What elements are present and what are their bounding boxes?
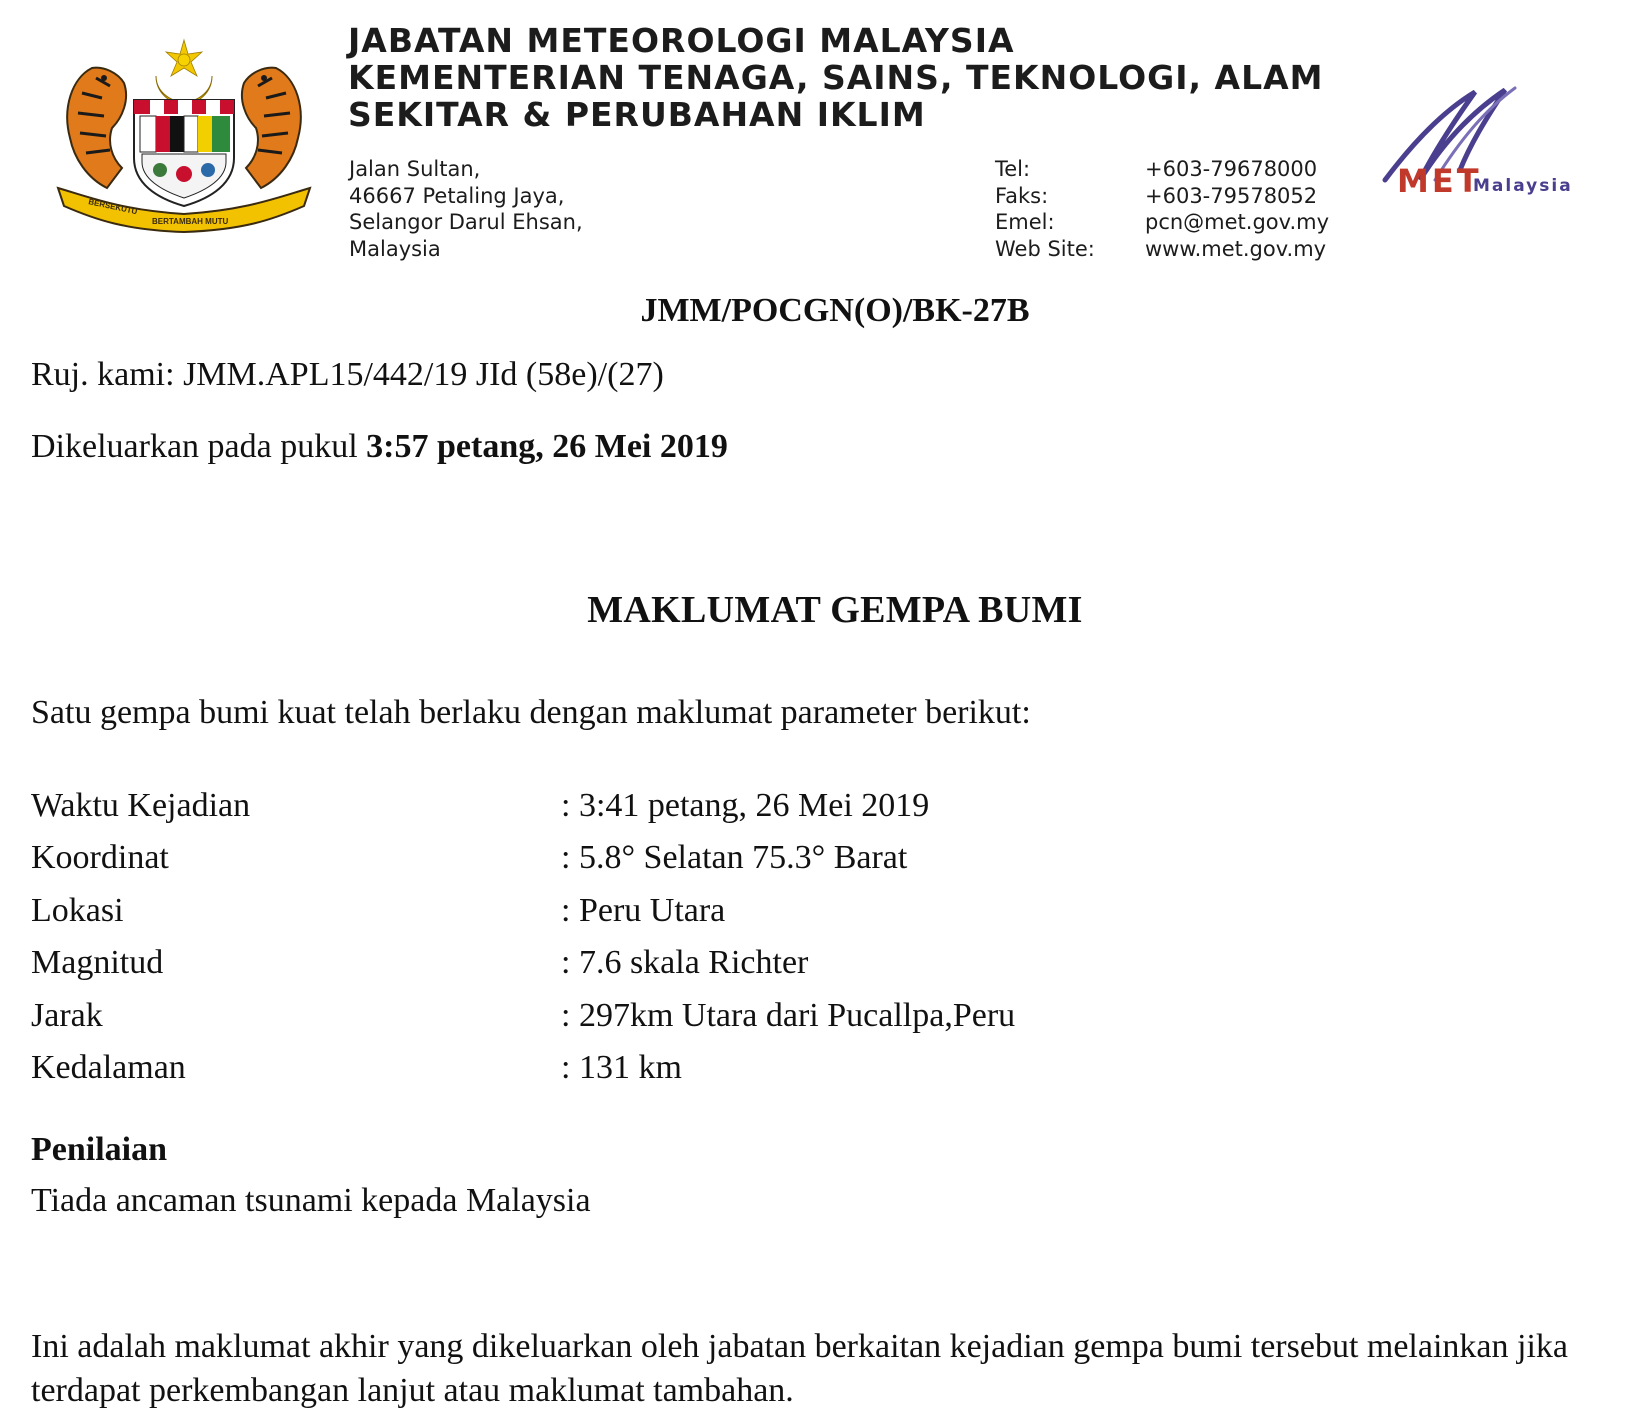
issued-prefix: Dikeluarkan pada pukul bbox=[31, 428, 367, 465]
contact-label-fax: Faks: bbox=[995, 183, 1049, 208]
param-label: Magnitud bbox=[31, 944, 164, 982]
intro-text: Satu gempa bumi kuat telah berlaku dengan maklumat parameter berikut: bbox=[31, 694, 1031, 731]
our-reference-line bbox=[31, 356, 664, 394]
org-line: JABATAN METEOROLOGI MALAYSIA bbox=[348, 21, 1015, 60]
param-value: : 5.8° Selatan 75.3° Barat bbox=[561, 839, 908, 877]
contact-labels bbox=[995, 156, 1095, 262]
svg-text:BERSEKUTU: BERSEKUTU bbox=[87, 197, 139, 217]
closing-statement: Ini adalah maklumat akhir yang dikeluarkan oleh jabatan berkaitan kejadian gempa bumi tersebut melainkan jika terdapat perkembangan lanjut atau maklumat tambahan. bbox=[31, 1328, 1568, 1409]
contact-value-fax: +603-79578052 bbox=[1145, 183, 1318, 208]
org-line: KEMENTERIAN TENAGA, SAINS, TEKNOLOGI, ALAM bbox=[348, 58, 1324, 97]
param-value: : Peru Utara bbox=[561, 891, 726, 929]
address-line: 46667 Petaling Jaya, bbox=[349, 183, 565, 208]
document-reference-code: JMM/POCGN(O)/BK-27B bbox=[640, 292, 1030, 329]
met-logo-text: MET bbox=[1397, 162, 1482, 200]
our-reference-value: JMM.APL15/442/19 JId (58e)/(27) bbox=[183, 356, 664, 393]
met-malaysia-logo-icon bbox=[1375, 80, 1625, 200]
postal-address bbox=[349, 156, 583, 262]
contact-label-website: Web Site: bbox=[995, 236, 1095, 261]
param-label: Waktu Kejadian bbox=[31, 787, 251, 824]
address-line: Malaysia bbox=[349, 236, 441, 261]
issued-line bbox=[31, 428, 728, 466]
document-title: MAKLUMAT GEMPA BUMI bbox=[587, 589, 1083, 631]
address-line: Selangor Darul Ehsan, bbox=[349, 210, 583, 234]
contact-value-website[interactable]: www.met.gov.my bbox=[1145, 236, 1327, 261]
contact-label-tel: Tel: bbox=[995, 157, 1031, 181]
coat-of-arms-icon bbox=[52, 38, 316, 238]
param-value: : 3:41 petang, 26 Mei 2019 bbox=[561, 787, 930, 824]
issued-time: 3:57 petang, 26 Mei 2019 bbox=[366, 428, 728, 465]
our-reference-label: Ruj. kami: bbox=[31, 356, 184, 393]
contact-values bbox=[1145, 156, 1329, 262]
assessment-text: Tiada ancaman tsunami kepada Malaysia bbox=[31, 1182, 591, 1219]
svg-text:BERTAMBAH MUTU: BERTAMBAH MUTU bbox=[152, 217, 229, 226]
param-label: Jarak bbox=[31, 996, 103, 1034]
address-line: Jalan Sultan, bbox=[349, 157, 481, 181]
contact-value-tel: +603-79678000 bbox=[1145, 157, 1318, 181]
param-label: Kedalaman bbox=[31, 1048, 186, 1086]
param-label: Lokasi bbox=[31, 891, 124, 929]
org-line: SEKITAR & PERUBAHAN IKLIM bbox=[348, 95, 926, 134]
malaysia-logo-text: Malaysia bbox=[1473, 176, 1573, 196]
param-value: : 7.6 skala Richter bbox=[561, 944, 809, 982]
param-value: : 297km Utara dari Pucallpa,Peru bbox=[561, 996, 1016, 1034]
contact-label-email: Emel: bbox=[995, 210, 1055, 234]
contact-value-email[interactable]: pcn@met.gov.my bbox=[1145, 210, 1330, 234]
assessment-heading: Penilaian bbox=[31, 1131, 168, 1168]
param-value: : 131 km bbox=[561, 1048, 682, 1086]
param-label: Koordinat bbox=[31, 839, 169, 877]
organisation-name bbox=[348, 22, 1324, 133]
